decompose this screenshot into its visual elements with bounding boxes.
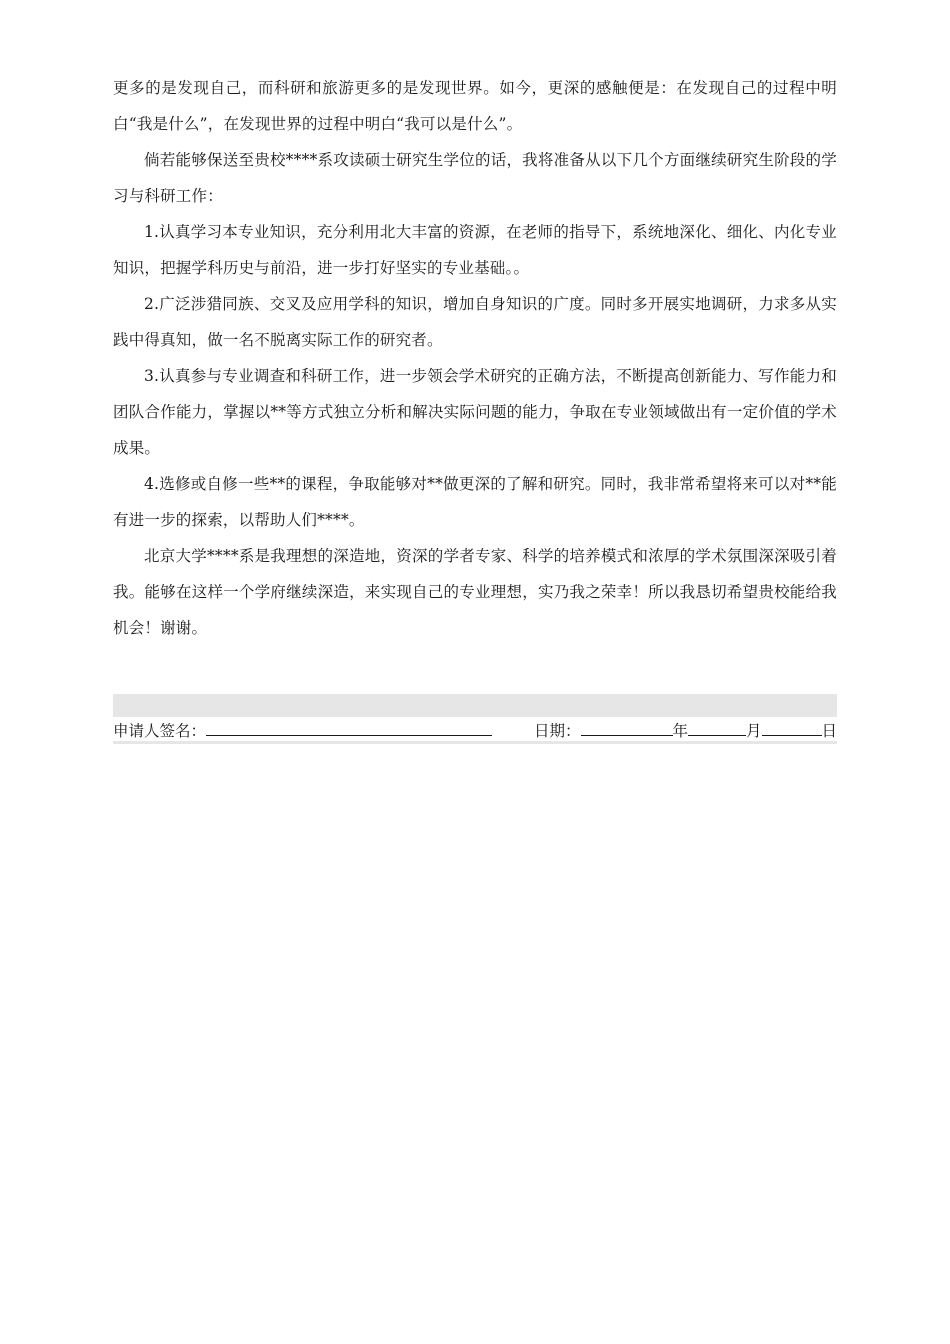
applicant-signature [113, 717, 492, 743]
paragraph-6: 4.选修或自修一些**的课程，争取能够对**做更深的了解和研究。同时，我非常希望将来可以对**能有进一步的探索，以帮助人们****。 [113, 475, 837, 529]
applicant-label: 申请人签名： [113, 722, 207, 740]
paragraph-7: 北京大学****系是我理想的深造地，资深的学者专家、科学的培养模式和浓厚的学术氛围深深吸引着我。能够在这样一个学府继续深造，来实现自己的专业理想，实乃我之荣幸！所以我恳切希望贵校能给我机会！谢谢。 [113, 547, 837, 637]
statement-body [113, 70, 837, 646]
day-blank[interactable] [762, 717, 822, 736]
day-label: 日 [821, 722, 838, 740]
paragraph-2: 倘若能够保送至贵校****系攻读硕士研究生学位的话，我将准备从以下几个方面继续研究生阶段的学习与科研工作： [113, 151, 837, 205]
paragraph-3: 1.认真学习本专业知识，充分利用北大丰富的资源，在老师的指导下，系统地深化、细化、内化专业知识，把握学科历史与前沿，进一步打好坚实的专业基础。。 [113, 223, 837, 277]
year-label: 年 [672, 722, 689, 740]
date-group [534, 717, 837, 743]
paragraph-4: 2.广泛涉猎同族、交叉及应用学科的知识，增加自身知识的广度。同时多开展实地调研，力求多从实践中得真知，做一名不脱离实际工作的研究者。 [113, 295, 837, 349]
paragraph-5: 3.认真参与专业调查和科研工作，进一步领会学术研究的正确方法，不断提高创新能力、写作能力和团队合作能力，掌握以**等方式独立分析和解决实际问题的能力，争取在专业领域做出有一定价值的学术成果。 [113, 367, 837, 457]
year-blank[interactable] [581, 717, 673, 736]
month-label: 月 [746, 722, 762, 740]
signature-block [113, 694, 837, 744]
applicant-signature-line[interactable] [206, 717, 492, 736]
date-label: 日期： [534, 722, 581, 740]
month-blank[interactable] [688, 717, 746, 736]
signature-row [113, 717, 837, 741]
paragraph-1: 更多的是发现自己，而科研和旅游更多的是发现世界。如今，更深的感触便是：在发现自己的过程中明白“我是什么”，在发现世界的过程中明白“我可以是什么”。 [113, 79, 837, 133]
